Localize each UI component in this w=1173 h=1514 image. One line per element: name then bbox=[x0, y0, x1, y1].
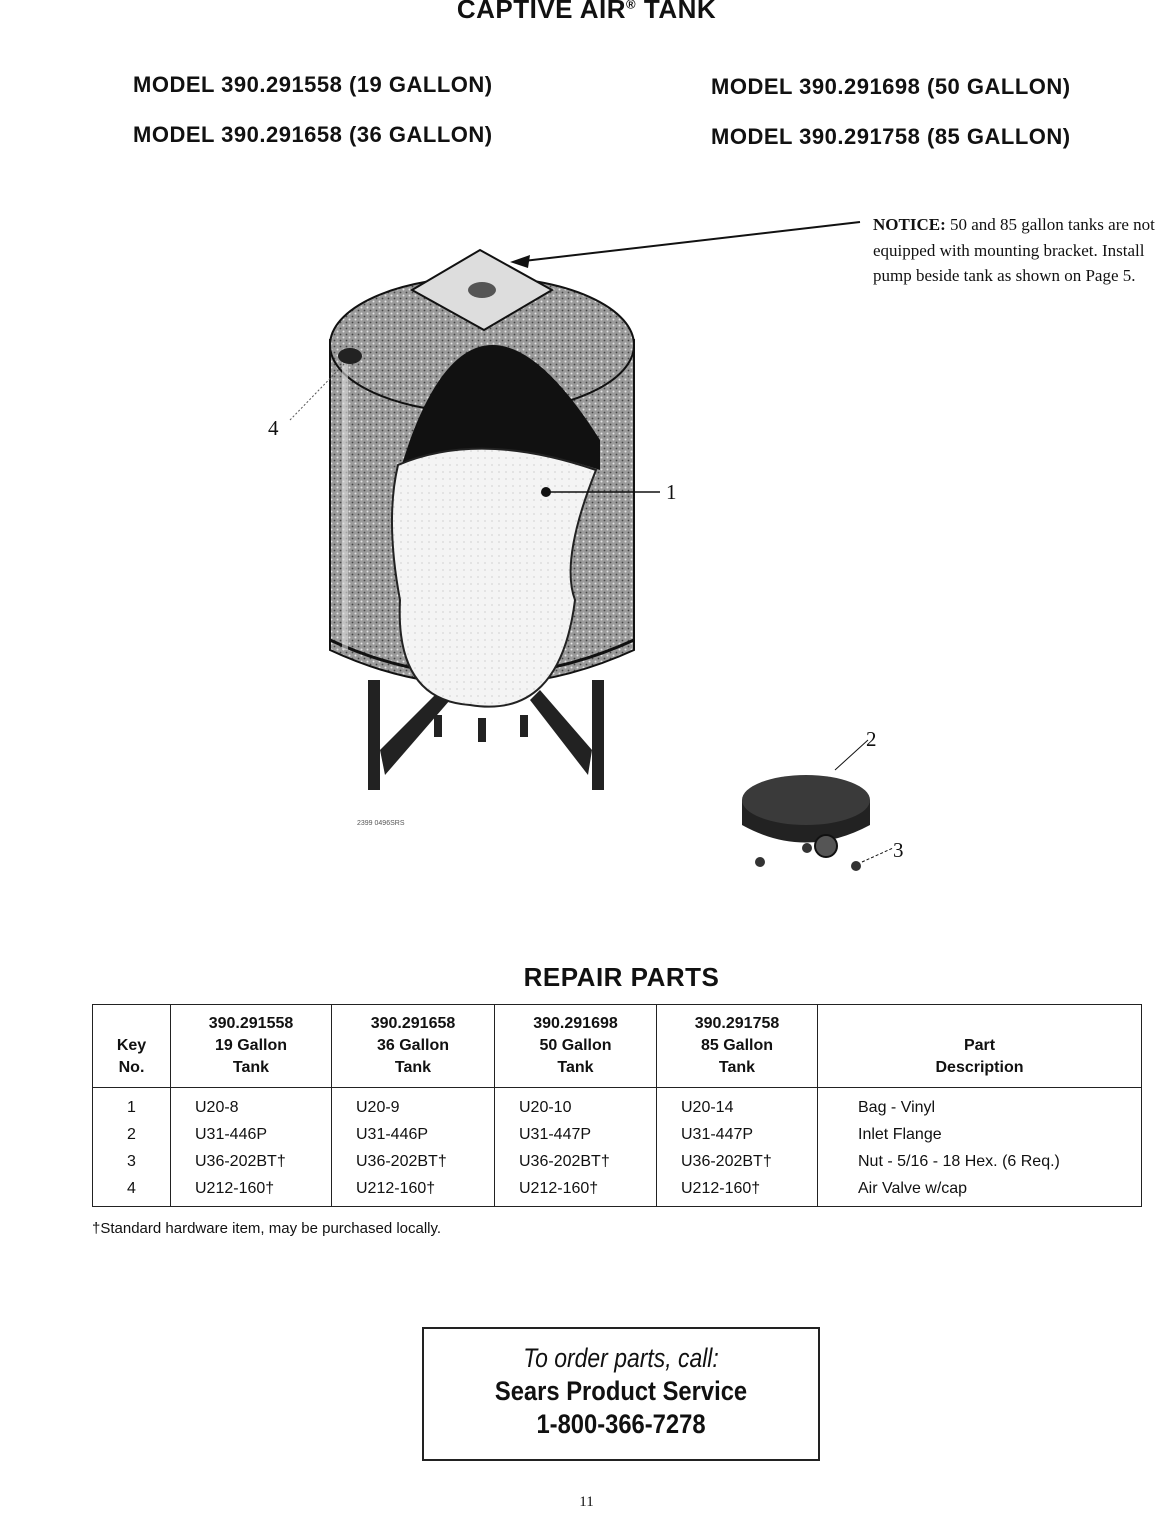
cell-key: 3 bbox=[127, 1153, 136, 1170]
table-row bbox=[93, 1088, 1142, 1122]
order-phone: 1-800-366-7278 bbox=[536, 1409, 706, 1439]
header-model: 390.291658 36 Gallon Tank bbox=[332, 1005, 495, 1088]
page-number: 11 bbox=[579, 1494, 594, 1510]
order-line-1: To order parts, call: bbox=[523, 1343, 719, 1373]
page-title: CAPTIVE AIR® TANK bbox=[456, 0, 717, 24]
header-model: 390.291558 19 Gallon Tank bbox=[171, 1005, 332, 1088]
cell-part: U20-14 bbox=[657, 1088, 818, 1122]
cell-description: Inlet Flange bbox=[818, 1121, 1142, 1148]
header-key: Key No. bbox=[93, 1005, 171, 1088]
cell-key: 2 bbox=[127, 1126, 136, 1143]
notice-label: NOTICE: bbox=[873, 215, 946, 234]
cell-part: U31-446P bbox=[332, 1121, 495, 1148]
cell-part: U36-202BT† bbox=[495, 1148, 657, 1175]
model-line: MODEL 390.291658 (36 GALLON) bbox=[133, 122, 493, 147]
callout-4: 4 bbox=[268, 416, 279, 440]
cell-description: Air Valve w/cap bbox=[818, 1175, 1142, 1207]
image-code: 2399 0496SRS bbox=[357, 820, 405, 827]
inlet-flange bbox=[742, 740, 893, 871]
cell-part: U20-9 bbox=[332, 1088, 495, 1122]
cell-part: U20-8 bbox=[171, 1088, 332, 1122]
table-row bbox=[93, 1121, 1142, 1148]
repair-parts-title: REPAIR PARTS bbox=[523, 962, 720, 992]
notice-body: 50 and 85 gallon tanks are not equipped with mounting bracket. Install pump beside tank as shown on Page 5. bbox=[873, 215, 1155, 285]
cell-key: 4 bbox=[127, 1180, 136, 1197]
order-line-2: Sears Product Service bbox=[494, 1376, 748, 1406]
cell-part: U20-10 bbox=[495, 1088, 657, 1122]
cell-description: Bag - Vinyl bbox=[818, 1088, 1142, 1122]
footnote: †Standard hardware item, may be purchased locally. bbox=[92, 1220, 442, 1237]
header-model: 390.291698 50 Gallon Tank bbox=[495, 1005, 657, 1088]
table-row bbox=[93, 1175, 1142, 1207]
order-parts-box bbox=[422, 1327, 820, 1461]
cell-part: U36-202BT† bbox=[171, 1148, 332, 1175]
cell-part: U212-160† bbox=[171, 1175, 332, 1207]
cell-part: U212-160† bbox=[332, 1175, 495, 1207]
model-line: MODEL 390.291698 (50 GALLON) bbox=[711, 74, 1071, 99]
table-header-row bbox=[93, 1005, 1142, 1088]
cell-description: Nut - 5/16 - 18 Hex. (6 Req.) bbox=[818, 1148, 1142, 1175]
mounting-bracket bbox=[412, 222, 860, 330]
callout-1: 1 bbox=[666, 480, 677, 504]
table-row bbox=[93, 1148, 1142, 1175]
callout-3: 3 bbox=[893, 838, 904, 862]
header-description: Part Description bbox=[818, 1005, 1142, 1088]
cell-part: U36-202BT† bbox=[332, 1148, 495, 1175]
callout-2: 2 bbox=[866, 727, 877, 751]
cell-part: U31-447P bbox=[657, 1121, 818, 1148]
cell-part: U212-160† bbox=[495, 1175, 657, 1207]
cell-part: U31-446P bbox=[171, 1121, 332, 1148]
cell-key: 1 bbox=[127, 1099, 136, 1116]
model-line: MODEL 390.291758 (85 GALLON) bbox=[711, 124, 1071, 149]
cell-part: U36-202BT† bbox=[657, 1148, 818, 1175]
header-model: 390.291758 85 Gallon Tank bbox=[657, 1005, 818, 1088]
cell-part: U31-447P bbox=[495, 1121, 657, 1148]
model-line: MODEL 390.291558 (19 GALLON) bbox=[133, 72, 493, 97]
cell-part: U212-160† bbox=[657, 1175, 818, 1207]
repair-parts-table bbox=[92, 1004, 1142, 1207]
